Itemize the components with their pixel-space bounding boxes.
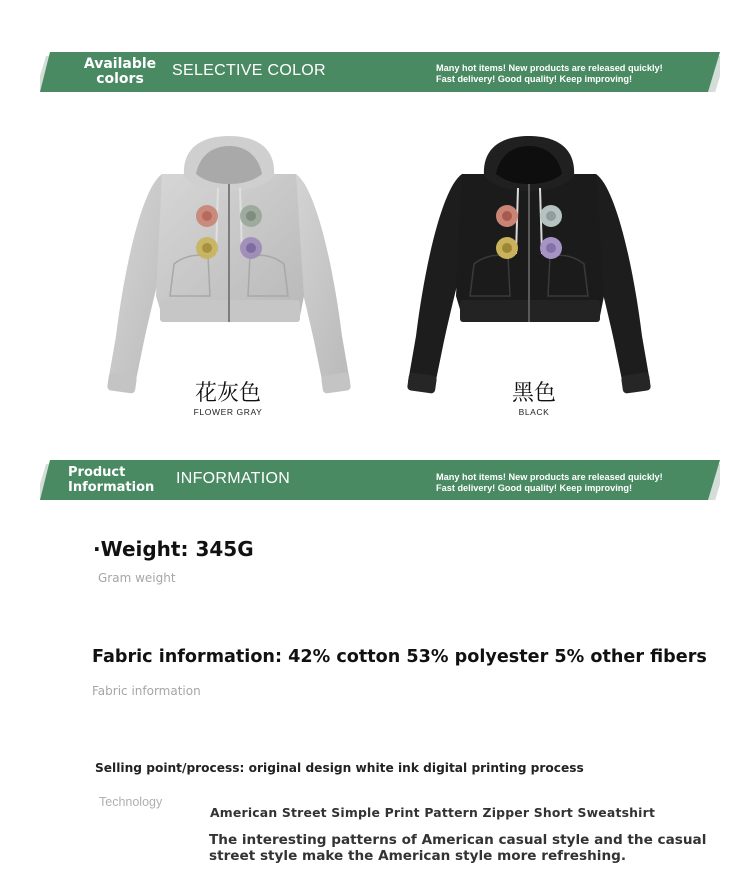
colors-banner xyxy=(40,52,720,92)
banner-heading-line2: colors xyxy=(96,71,144,87)
banner-heading-line1: Available xyxy=(83,56,157,72)
banner-heading xyxy=(68,463,188,497)
banner-title: INFORMATION xyxy=(176,470,291,487)
product-title: American Street Simple Print Pattern Zipper Short Sweatshirt xyxy=(210,805,656,820)
hoodie-black-image xyxy=(404,136,654,398)
fabric-heading: Fabric information: 42% cotton 53% polyester 5% other fibers xyxy=(92,647,707,667)
banner-title: SELECTIVE COLOR xyxy=(172,62,326,79)
color-name-en-flower-gray: FLOWER GRAY xyxy=(193,407,263,417)
flower-icon xyxy=(496,237,518,259)
flower-icon xyxy=(540,237,562,259)
banner-slogan-line2: Fast delivery! Good quality! Keep improving! xyxy=(436,74,633,84)
product-description: The interesting patterns of American casual style and the casual street style make the American style more refreshing. xyxy=(209,832,707,864)
flower-icon xyxy=(240,237,262,259)
banner-heading-line2: Information xyxy=(68,480,155,495)
banner-heading xyxy=(60,55,180,89)
color-name-cn-flower-gray: 花灰色 xyxy=(194,381,261,406)
fabric-subtitle: Fabric information xyxy=(92,684,201,698)
banner-slogan xyxy=(436,63,663,85)
banner-slogan xyxy=(436,472,663,494)
technology-label: Technology xyxy=(99,795,163,809)
weight-heading: ·Weight: 345G xyxy=(93,537,254,561)
flower-icon xyxy=(196,237,218,259)
banner-slogan-line1: Many hot items! New products are released quickly! xyxy=(436,472,663,482)
flower-icon xyxy=(540,205,562,227)
banner-slogan-line1: Many hot items! New products are released quickly! xyxy=(436,63,663,73)
hoodie-flower-gray-image xyxy=(104,136,354,398)
banner-heading-line1: Product xyxy=(68,465,126,480)
selling-point-text: Selling point/process: original design white ink digital printing process xyxy=(95,761,584,775)
banner-slogan-line2: Fast delivery! Good quality! Keep improving! xyxy=(436,483,633,493)
color-name-cn-black: 黑色 xyxy=(511,381,556,406)
color-name-en-black: BLACK xyxy=(518,407,550,417)
info-banner xyxy=(40,460,720,500)
flower-icon xyxy=(496,205,518,227)
flower-icon xyxy=(196,205,218,227)
flower-icon xyxy=(240,205,262,227)
weight-subtitle: Gram weight xyxy=(98,571,176,585)
